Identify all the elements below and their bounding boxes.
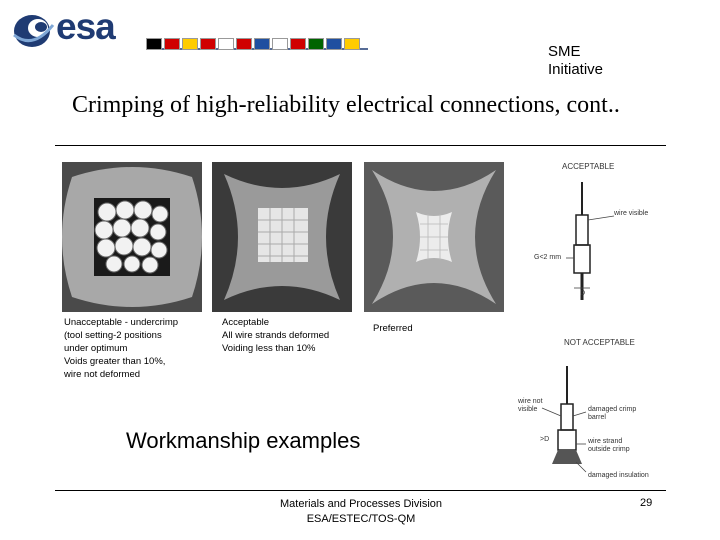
flag-icon <box>290 38 306 50</box>
flag-icon <box>326 38 342 50</box>
footer-division: Materials and Processes Division <box>279 498 442 510</box>
diagram-label: G<2 mm <box>534 254 562 261</box>
flag-icon <box>146 38 162 50</box>
flag-icon <box>272 38 288 50</box>
diagram-label: wire strand <box>588 438 623 445</box>
caption-acceptable <box>222 316 329 355</box>
diagram-label: D <box>580 290 586 297</box>
page-number: 29 <box>640 497 653 509</box>
footer-divider <box>55 490 666 491</box>
diagram-label: damaged insulation <box>588 472 649 479</box>
flag-icon <box>308 38 324 50</box>
acceptable-heading: ACCEPTABLE <box>562 162 615 171</box>
flag-icon <box>182 38 198 50</box>
caption-line: Voids greater than 10%, <box>64 356 166 367</box>
diagram-label: barrel <box>588 414 606 421</box>
caption-preferred <box>373 322 413 335</box>
title-divider <box>55 145 666 146</box>
acceptable-crimp-diagram <box>526 160 652 310</box>
flag-icon <box>164 38 180 50</box>
caption-undercrimp <box>64 316 178 381</box>
footer-text <box>256 497 466 527</box>
sme-initiative-label <box>548 43 603 79</box>
caption-line: Voiding less than 10% <box>222 343 316 354</box>
diagram-label: damaged crimp <box>588 406 637 413</box>
not-acceptable-heading: NOT ACCEPTABLE <box>564 338 635 347</box>
sme-label: SME <box>548 43 581 60</box>
caption-line: (tool setting-2 positions <box>64 330 162 341</box>
caption-line: wire not deformed <box>64 369 141 380</box>
flag-icon <box>236 38 252 50</box>
esa-logo-text: esa <box>56 6 115 47</box>
flag-icon <box>200 38 216 50</box>
caption-line: All wire strands deformed <box>222 330 330 341</box>
diagram-label: >D <box>540 436 550 443</box>
diagram-label: wire visible <box>614 210 649 217</box>
flag-icon <box>254 38 270 50</box>
crimp-photo-preferred <box>364 162 504 312</box>
initiative-label: Initiative <box>548 61 604 78</box>
flag-icon <box>218 38 234 50</box>
member-state-flags <box>146 38 362 50</box>
workmanship-heading: Workmanship examples <box>126 428 361 453</box>
diagram-label: wire not <box>518 398 543 405</box>
caption-line: Preferred <box>373 323 413 334</box>
not-acceptable-crimp-diagram <box>512 336 662 486</box>
flag-icon <box>344 38 360 50</box>
footer-department: ESA/ESTEC/TOS-QM <box>306 513 416 525</box>
diagram-label: visible <box>518 406 538 413</box>
caption-line: under optimum <box>64 343 128 354</box>
caption-line: Acceptable <box>222 317 270 328</box>
crimp-photo-undercrimp <box>62 162 202 312</box>
crimp-photo-acceptable <box>212 162 352 312</box>
caption-line: Unacceptable - undercrimp <box>64 317 179 328</box>
slide-title: Crimping of high-reliability electrical connections, cont.. <box>72 92 620 118</box>
diagram-label: outside crimp <box>588 446 630 453</box>
